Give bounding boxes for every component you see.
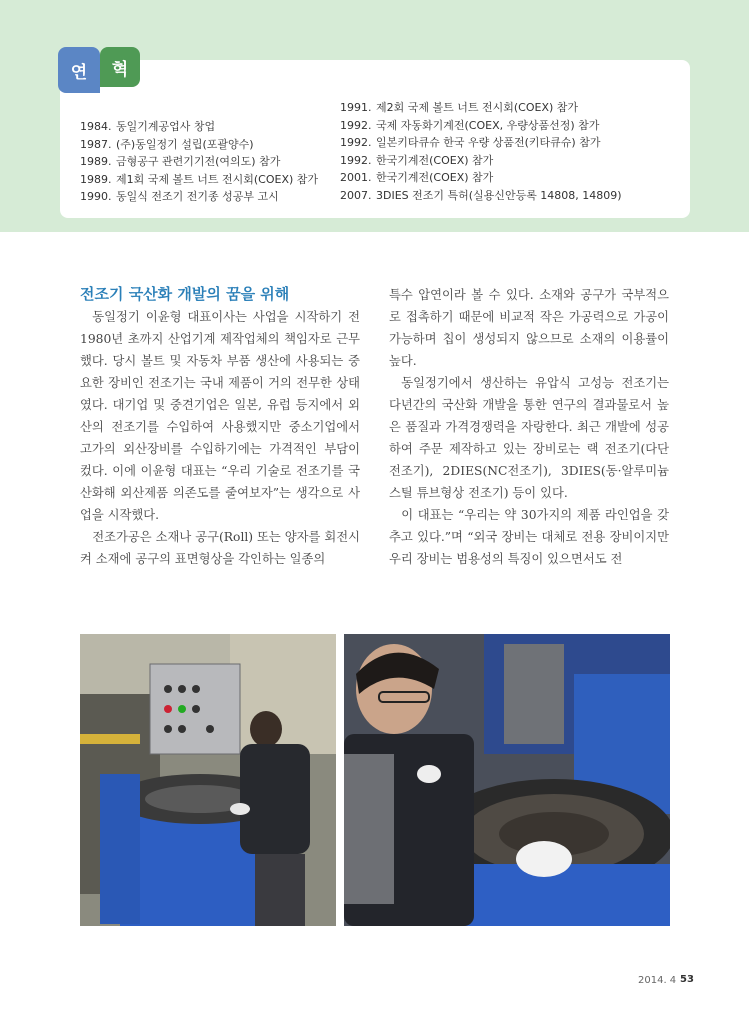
history-item: 1984. 동일기계공업사 창업 xyxy=(80,120,216,133)
history-item: 1989. 제1회 국제 볼트 너트 전시회(COEX) 참가 xyxy=(80,172,319,186)
article-left-column xyxy=(80,306,360,570)
article-paragraph: 전조가공은 소재나 공구(Roll) 또는 양자를 회전시켜 소재에 공구의 표면형상을 각인하는 일종의 xyxy=(80,530,360,566)
history-item: 1991. 제2회 국제 볼트 너트 전시회(COEX) 참가 xyxy=(340,101,579,114)
history-left-list xyxy=(80,118,318,206)
history-item: 1992. 한국기계전(COEX) 참가 xyxy=(340,153,494,167)
article-paragraph: 이 대표는 “우리는 약 30가지의 제품 라인업을 갖추고 있다.”며 “외국 장비는 대체로 전용 장비이지만 우리 장비는 범용성의 특징이 있으면서도 전 xyxy=(389,508,669,566)
history-item: 2007. 3DIES 전조기 특허(실용신안등록 14808, 14809) xyxy=(340,188,622,202)
article-paragraph: 동일정기 이윤형 대표이사는 사업을 시작하기 전 1980년 초까지 산업기계 제작업체의 책임자로 근무했다. 당시 볼트 및 자동차 부품 생산에 사용되는 중요한 장비인 전조기는 국내 제품이 거의 전무한 상태였다. 대기업 및 중견기업은 일본, 유럽 등지에서 외산의 전조기를 수입하여 사용했지만 중소기업에서 고가의 외산장비를 수입하기에는 가격적인 부담이 컸다. 이에 이윤형 대표는 “우리 기술로 전조기를 국산화해 외산제품 의존도를 줄여보자”는 생각으로 사업을 시작했다. xyxy=(80,310,360,522)
article-heading: 전조기 국산화 개발의 꿈을 위해 xyxy=(80,285,290,303)
history-item: 1989. 금형공구 관련기기전(여의도) 참가 xyxy=(80,155,281,169)
history-tab-hyeok: 혁 xyxy=(100,47,140,87)
machine-operator-photo xyxy=(80,634,336,926)
page-number: 53 xyxy=(680,974,694,985)
article-paragraph: 특수 압연이라 볼 수 있다. 소재와 공구가 국부적으로 접촉하기 때문에 비교적 작은 가공력으로 가공이 가능하며 칩이 생성되지 않으므로 소재의 이용률이 높다. xyxy=(389,288,669,368)
article-paragraph: 동일정기에서 생산하는 유압식 고성능 전조기는 다년간의 국산화 개발을 통한 연구의 결과물로서 높은 품질과 가격경쟁력을 자랑한다. 최근 개발에 성공하여 주문 제작하고 있는 장비로는 랙 전조기(다단 전조기), 2DIES(NC전조기), 3DIES(동·알루미늄 스틸 튜브형상 전조기) 등이 있다. xyxy=(389,376,669,500)
history-item: 1990. 동일식 전조기 전기종 성공부 고시 xyxy=(80,190,279,204)
issue-date: 2014. 4 xyxy=(638,975,677,986)
history-item: 1992. 국제 자동화기계전(COEX, 우량상품선정) 참가 xyxy=(340,118,600,132)
history-item: 1992. 일본키타큐슈 한국 우량 상품전(키타큐슈) 참가 xyxy=(340,136,601,150)
article-right-column xyxy=(389,284,669,570)
history-right-list xyxy=(340,99,622,205)
die-work-photo xyxy=(344,634,670,926)
history-item: 2001. 한국기계전(COEX) 참가 xyxy=(340,171,494,185)
history-item: 1987. (주)동일정기 설립(포괄양수) xyxy=(80,137,254,151)
history-tab-yeon: 연 xyxy=(58,47,100,93)
